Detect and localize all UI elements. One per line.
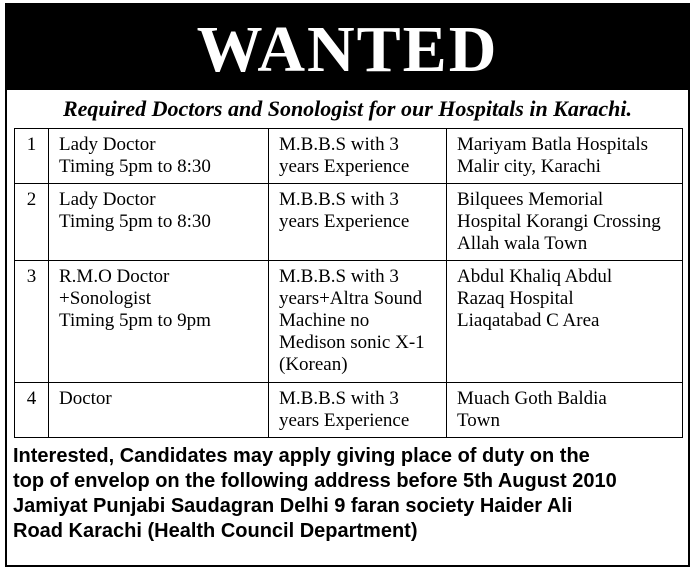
hospital-line: Hospital Korangi Crossing <box>457 211 661 232</box>
hospital-line: Abdul Khaliq Abdul <box>457 266 613 287</box>
table-row <box>15 184 683 261</box>
qualification-line: years Experience <box>279 410 410 431</box>
hospital-line: Bilquees Memorial <box>457 189 604 210</box>
vacancy-table <box>14 128 683 438</box>
table-row <box>15 383 683 438</box>
position-line: Lady Doctor <box>59 134 156 155</box>
ad-subtitle: Required Doctors and Sonologist for our Hospitals in Karachi. <box>62 96 633 121</box>
hospital-line: Allah wala Town <box>457 233 588 254</box>
hospital-cell <box>447 184 683 261</box>
qualification-line: Medison sonic X-1 <box>279 332 425 353</box>
position-cell <box>49 261 269 383</box>
instruction-line: Road Karachi (Health Council Department) <box>13 520 418 542</box>
hospital-cell <box>447 383 683 438</box>
qualification-line: (Korean) <box>279 354 348 375</box>
table-row <box>15 129 683 184</box>
position-cell <box>49 129 269 184</box>
job-advertisement <box>5 3 690 567</box>
position-cell <box>49 383 269 438</box>
position-cell <box>49 184 269 261</box>
qualification-line: M.B.B.S with 3 <box>279 388 399 409</box>
qualification-cell <box>269 184 447 261</box>
row-number: 4 <box>15 383 49 438</box>
position-line: Timing 5pm to 9pm <box>59 310 211 331</box>
table-row <box>15 261 683 383</box>
hospital-cell <box>447 261 683 383</box>
application-instructions <box>13 444 685 544</box>
hospital-line: Liaqatabad C Area <box>457 310 600 331</box>
hospital-line: Malir city, Karachi <box>457 156 601 177</box>
hospital-line: Razaq Hospital <box>457 288 574 309</box>
instruction-line: Interested, Candidates may apply giving place of duty on the <box>13 445 590 467</box>
position-line: +Sonologist <box>59 288 152 309</box>
instruction-line: top of envelop on the following address before 5th August 2010 <box>13 470 617 492</box>
position-line: Lady Doctor <box>59 189 156 210</box>
position-line: R.M.O Doctor <box>59 266 170 287</box>
qualification-line: years Experience <box>279 211 410 232</box>
position-line: Doctor <box>59 388 112 409</box>
wanted-banner <box>7 5 688 90</box>
banner-title: WANTED <box>196 12 499 86</box>
position-line: Timing 5pm to 8:30 <box>59 156 211 177</box>
row-number: 1 <box>15 129 49 184</box>
qualification-line: M.B.B.S with 3 <box>279 134 399 155</box>
hospital-line: Town <box>457 410 501 431</box>
qualification-cell <box>269 129 447 184</box>
qualification-line: M.B.B.S with 3 <box>279 189 399 210</box>
hospital-line: Muach Goth Baldia <box>457 388 607 409</box>
qualification-line: years Experience <box>279 156 410 177</box>
qualification-cell <box>269 261 447 383</box>
qualification-line: Machine no <box>279 310 370 331</box>
hospital-cell <box>447 129 683 184</box>
row-number: 2 <box>15 184 49 261</box>
qualification-line: years+Altra Sound <box>279 288 423 309</box>
row-number: 3 <box>15 261 49 383</box>
qualification-cell <box>269 383 447 438</box>
qualification-line: M.B.B.S with 3 <box>279 266 399 287</box>
instruction-line: Jamiyat Punjabi Saudagran Delhi 9 faran society Haider Ali <box>13 495 573 517</box>
hospital-line: Mariyam Batla Hospitals <box>457 134 649 155</box>
position-line: Timing 5pm to 8:30 <box>59 211 211 232</box>
